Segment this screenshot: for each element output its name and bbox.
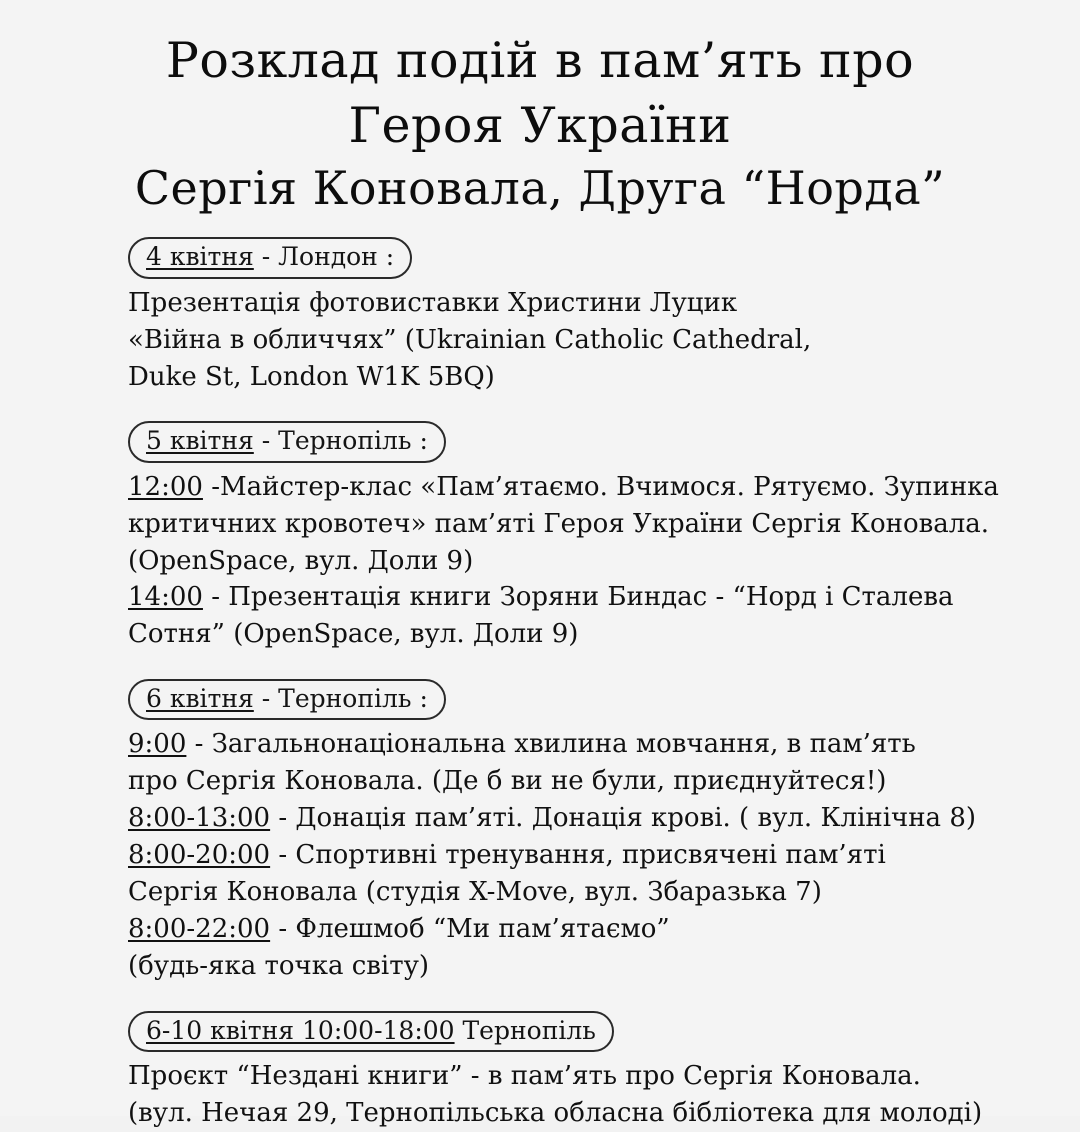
event-text: Сотня” (OpenSpace, вул. Доли 9)	[128, 619, 579, 650]
event-line	[128, 1095, 1020, 1132]
title-line-1: Розклад подій в пам’ять про	[165, 32, 915, 89]
event-time: 8:00-22:00	[128, 914, 271, 945]
schedule-section	[128, 679, 1020, 985]
event-line	[128, 616, 1020, 653]
event-line	[128, 579, 1020, 616]
event-line	[128, 469, 1020, 506]
day-badge-date: 5 квітня	[146, 426, 254, 456]
event-text: -Майстер-клас «Пам’ятаємо. Вчимося. Рятуємо. Зупинка	[202, 471, 999, 502]
event-time: 8:00-13:00	[128, 803, 271, 834]
event-line	[128, 726, 1020, 763]
event-time: 12:00	[128, 471, 203, 502]
day-badge-date: 6 квітня	[146, 684, 254, 714]
event-text: - Спортивні тренування, присвячені пам’яті	[270, 840, 886, 871]
event-line	[128, 948, 1020, 985]
schedule-section	[128, 421, 1020, 653]
page-title	[40, 28, 1040, 219]
event-text: критичних кровотеч» пам’яті Героя України Сергія Коновала.	[128, 508, 990, 539]
event-line	[128, 1058, 1020, 1095]
event-line	[128, 800, 1020, 837]
event-text: - Презентація книги Зоряни Биндас - “Норд і Сталева	[202, 582, 954, 613]
title-line-2: Героя України	[348, 97, 732, 155]
day-badge-location: - Тернопіль :	[253, 684, 428, 714]
event-text: Duke St, London W1K 5BQ)	[128, 361, 495, 392]
event-text: «Війна в обличчях” (Ukrainian Catholic Cathedral,	[128, 324, 812, 355]
event-text: Сергія Коновала (студія X-Move, вул. Збаразька 7)	[128, 877, 822, 908]
event-text: (OpenSpace, вул. Доли 9)	[128, 545, 474, 576]
schedule-list	[40, 237, 1040, 1131]
day-badge	[128, 237, 412, 278]
event-line	[128, 837, 1020, 874]
event-line	[128, 322, 1020, 359]
event-text: - Донація пам’яті. Донація крові. ( вул. Клінічна 8)	[270, 803, 977, 834]
day-badge-date: 6-10 квітня 10:00-18:00	[146, 1015, 455, 1045]
event-line	[128, 359, 1020, 396]
event-line	[128, 285, 1020, 322]
day-badge-date: 4 квітня	[146, 242, 254, 272]
day-badge-location: - Тернопіль :	[253, 426, 428, 456]
day-badge	[128, 1011, 614, 1052]
event-text: - Флешмоб “Ми пам’ятаємо”	[270, 914, 670, 945]
event-text: Проєкт “Нездані книги” - в пам’ять про Сергія Коновала.	[128, 1061, 921, 1092]
event-text: (будь-яка точка світу)	[128, 950, 430, 981]
event-line	[128, 763, 1020, 800]
schedule-section	[128, 237, 1020, 395]
event-line	[128, 911, 1020, 948]
title-line-3: Сергія Коновала, Друга “Норда”	[134, 161, 946, 216]
day-badge	[128, 421, 446, 462]
event-time: 9:00	[128, 729, 187, 760]
day-badge	[128, 679, 446, 720]
event-text: (вул. Нечая 29, Тернопільська обласна бібліотека для молоді)	[128, 1097, 983, 1128]
event-time: 14:00	[128, 582, 203, 613]
event-text: про Сергія Коновала. (Де б ви не були, приєднуйтеся!)	[128, 766, 887, 797]
schedule-section	[128, 1011, 1020, 1132]
event-text: - Загальнонаціональна хвилина мовчання, в пам’ять	[186, 729, 916, 760]
day-badge-location: - Лондон :	[253, 242, 395, 272]
event-line	[128, 506, 1020, 543]
event-text: Презентація фотовиставки Христини Луцик	[128, 287, 738, 318]
day-badge-location: Тернопіль	[454, 1015, 596, 1045]
event-line	[128, 874, 1020, 911]
event-time: 8:00-20:00	[128, 840, 271, 871]
event-line	[128, 543, 1020, 580]
